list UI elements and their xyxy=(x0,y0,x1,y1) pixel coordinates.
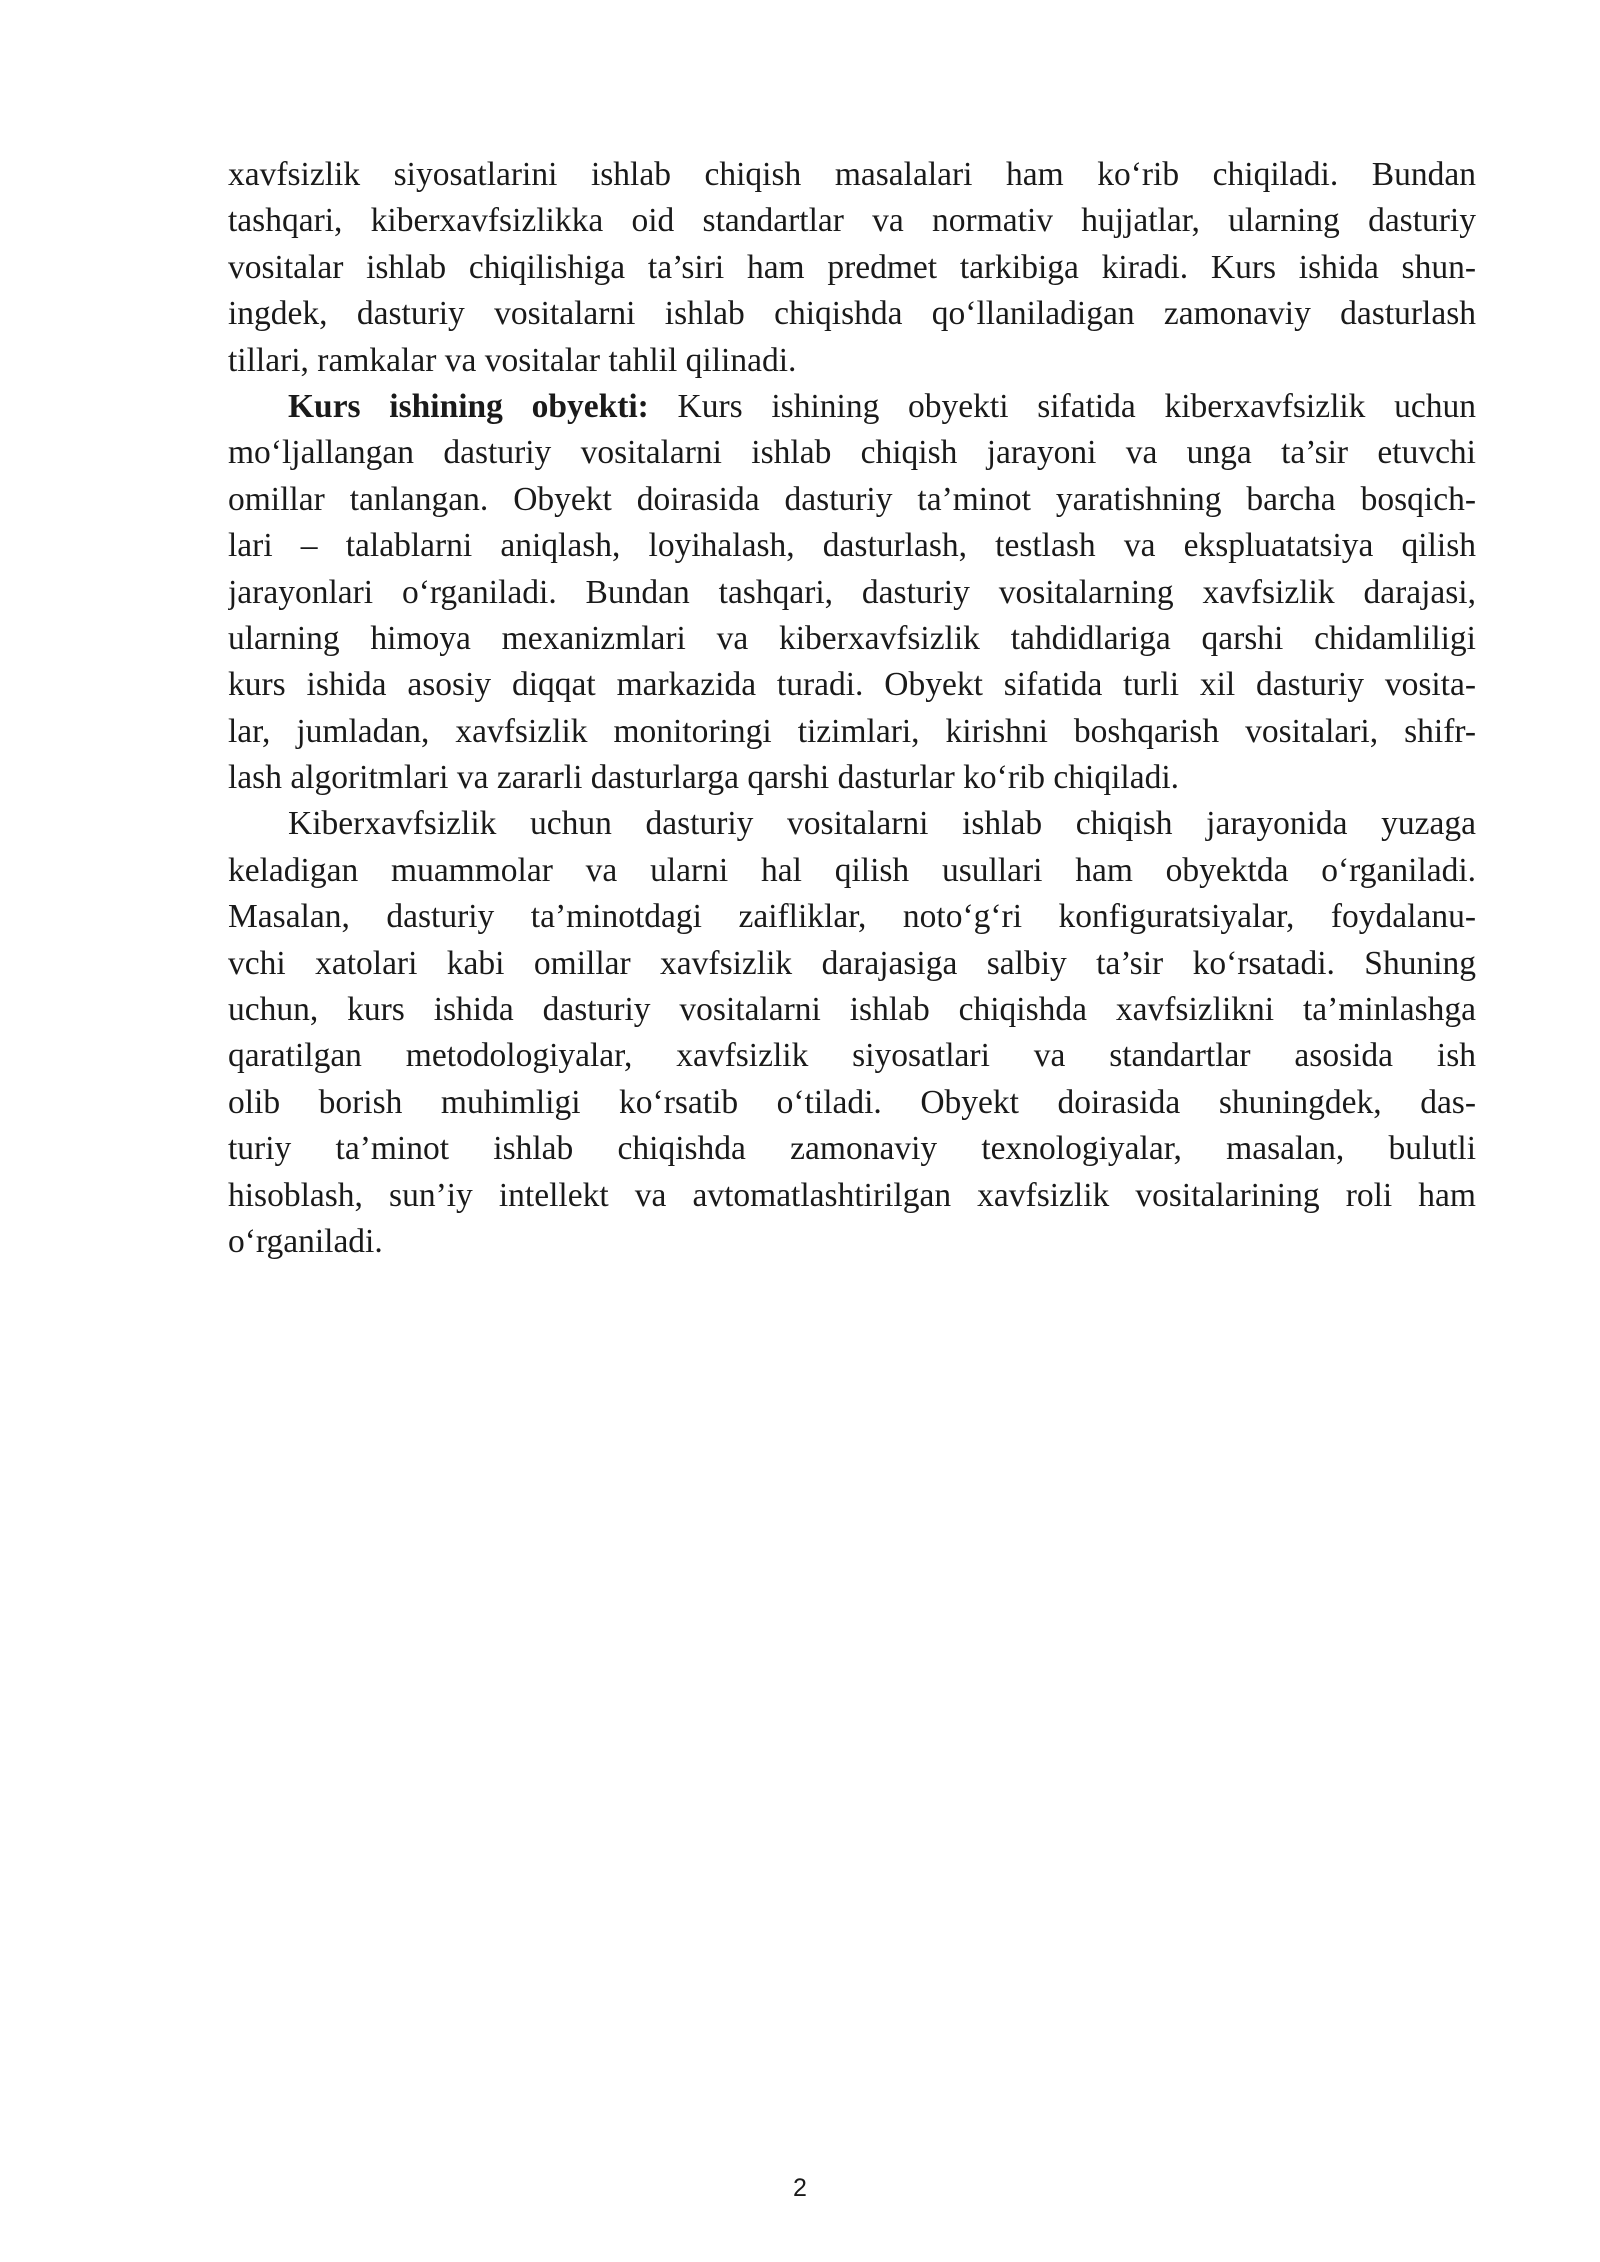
text-line: omillar tanlangan. Obyekt doirasida dasturiy ta’minot yaratishning barcha bosqich- xyxy=(228,480,1476,518)
text-line: mo‘ljallangan dasturiy vositalarni ishlab chiqish jarayoni va unga ta’sir etuvchi xyxy=(228,434,1476,472)
text-line: tashqari, kiberxavfsizlikka oid standartlar va normativ hujjatlar, ularning dasturiy xyxy=(228,202,1476,240)
text-line: ingdek, dasturiy vositalarni ishlab chiqishda qo‘llaniladigan zamonaviy dasturlash xyxy=(228,295,1476,333)
text-line: turiy ta’minot ishlab chiqishda zamonaviy texnologiyalar, masalan, bulutli xyxy=(228,1130,1476,1168)
text-line xyxy=(228,384,1476,430)
paragraph-2 xyxy=(228,384,1476,802)
text-line: o‘rganiladi. xyxy=(228,1222,383,1260)
text-line: Kiberxavfsizlik uchun dasturiy vositalarni ishlab chiqish jarayonida yuzaga xyxy=(288,805,1476,843)
section-heading: Kurs ishining obyekti: xyxy=(288,387,649,425)
text-line: uchun, kurs ishida dasturiy vositalarni ishlab chiqishda xavfsizlikni ta’minlashga xyxy=(228,991,1476,1029)
text-line: vositalar ishlab chiqilishiga ta’siri ham predmet tarkibiga kiradi. Kurs ishida shun- xyxy=(228,248,1476,286)
text-line: tillari, ramkalar va vositalar tahlil qilinadi. xyxy=(228,341,797,379)
heading-continuation: Kurs ishining obyekti sifatida kiberxavfsizlik uchun xyxy=(648,387,1476,425)
text-line: ularning himoya mexanizmlari va kiberxavfsizlik tahdidlariga qarshi chidamliligi xyxy=(228,619,1476,657)
paragraph-1 xyxy=(228,152,1476,384)
text-line: lash algoritmlari va zararli dasturlarga qarshi dasturlar ko‘rib chiqiladi. xyxy=(228,759,1180,797)
text-line: Masalan, dasturiy ta’minotdagi zaifliklar, noto‘g‘ri konfiguratsiyalar, foydalanu- xyxy=(228,898,1476,936)
text-line: jarayonlari o‘rganiladi. Bundan tashqari, dasturiy vositalarning xavfsizlik darajasi, xyxy=(228,573,1476,611)
text-line: qaratilgan metodologiyalar, xavfsizlik siyosatlari va standartlar asosida ish xyxy=(228,1037,1476,1075)
text-line: kurs ishida asosiy diqqat markazida turadi. Obyekt sifatida turli xil dasturiy vosita- xyxy=(228,666,1476,704)
text-line: olib borish muhimligi ko‘rsatib o‘tiladi. Obyekt doirasida shuningdek, das- xyxy=(228,1083,1476,1121)
text-line: vchi xatolari kabi omillar xavfsizlik darajasiga salbiy ta’sir ko‘rsatadi. Shuning xyxy=(228,944,1476,982)
body-text xyxy=(228,152,1476,1265)
paragraph-3 xyxy=(228,801,1476,1265)
text-line: xavfsizlik siyosatlarini ishlab chiqish masalalari ham ko‘rib chiqiladi. Bundan xyxy=(228,156,1476,193)
text-line: lar, jumladan, xavfsizlik monitoringi tizimlari, kirishni boshqarish vositalari, shifr- xyxy=(228,712,1476,750)
text-line: hisoblash, sun’iy intellekt va avtomatlashtirilgan xavfsizlik vositalarining roli ham xyxy=(228,1176,1476,1214)
page-number: 2 xyxy=(793,2174,807,2202)
text-line: keladigan muammolar va ularni hal qilish usullari ham obyektda o‘rganiladi. xyxy=(228,851,1476,889)
text-line: lari – talablarni aniqlash, loyihalash, dasturlash, testlash va ekspluatatsiya qilish xyxy=(228,527,1476,565)
